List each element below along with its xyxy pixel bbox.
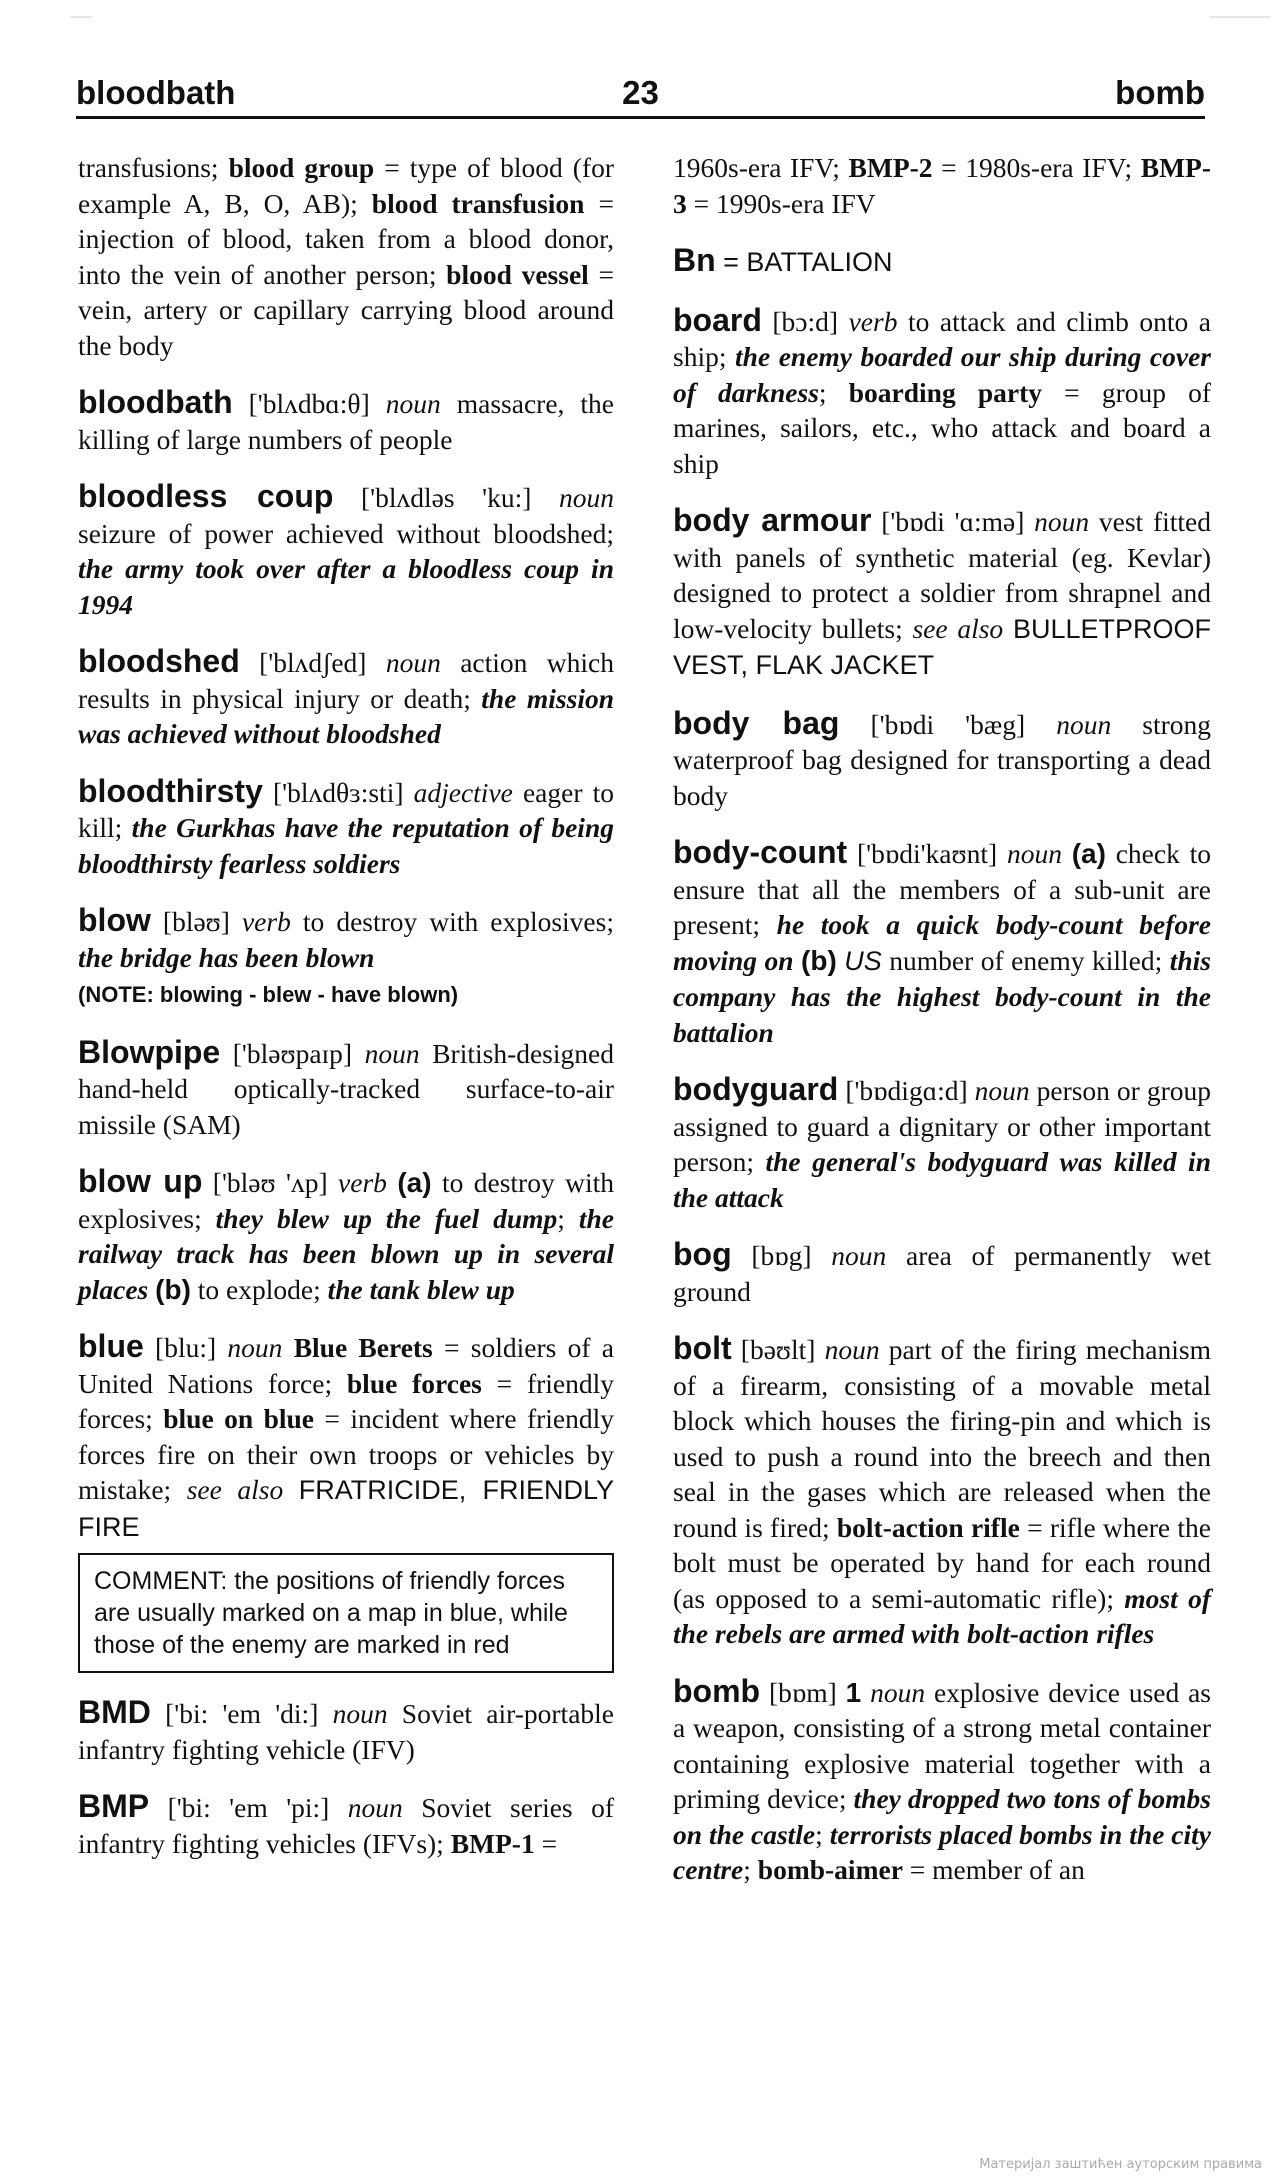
left-column xyxy=(78,150,614,1883)
comment-box: COMMENT: the positions of friendly forces are usually marked on a map in blue, while those of the enemy are marked in red xyxy=(78,1553,614,1673)
entry-body-armour: body armour ['bɒdi 'ɑ:mə] noun vest fitted with panels of synthetic material (eg. Kevlar) designed to protect a soldier from shrapnel and low-velocity bullets; see also BULLETPROOF VEST, FLAK JACKET xyxy=(673,502,1211,680)
entry-bmp: BMP ['bi: 'em 'pi:] noun Soviet series of infantry fighting vehicles (IFVs); BMP-1 = xyxy=(78,1788,614,1859)
entry-bloodshed: bloodshed ['blʌdʃed] noun action which results in physical injury or death; the mission was achieved without bloodshed xyxy=(78,643,615,749)
headword: BMP xyxy=(78,1788,150,1824)
entry-bomb: bomb [bɒm] 1 noun explosive device used as a weapon, consisting of a strong metal container containing explosive material together with a priming device; they dropped two tons of bombs on the castle; terrorists placed bombs in the city centre; bomb-aimer = member of an xyxy=(673,1672,1212,1885)
guide-word-left: bloodbath xyxy=(76,74,236,111)
headword: blue xyxy=(78,1328,144,1364)
right-column xyxy=(673,150,1211,1910)
entry-blowpipe: Blowpipe ['bləʊpaɪp] noun British-designed hand-held optically-tracked surface-to-air missile (SAM) xyxy=(78,1033,614,1140)
entry-bloodthirsty: bloodthirsty ['blʌdθɜ:sti] adjective eager to kill; the Gurkhas have the reputation of being bloodthirsty fearless soldiers xyxy=(78,772,614,879)
headword: body bag xyxy=(673,704,840,741)
entry-bolt: bolt [bəʊlt] noun part of the firing mechanism of a firearm, consisting of a movable metal block which houses the firing-pin and which is used to push a round into the breech and then seal in the gases which are released when the round is fired; bolt-action rifle = rifle where the bolt must be operated by hand for each round (as opposed to a semi-automatic rifle); most of the rebels are armed with bolt-action rifles xyxy=(673,1330,1211,1649)
headword: bomb xyxy=(673,1672,761,1709)
headword: bloodthirsty xyxy=(78,772,263,809)
entry-bloodless-coup: bloodless coup ['blʌdləs 'ku:] noun seizure of power achieved without bloodshed; the army took over after a bloodless coup in 1994 xyxy=(78,478,614,620)
entry-body-bag: body bag ['bɒdi 'bæg] noun strong waterproof bag designed for transporting a dead body xyxy=(673,704,1211,811)
entry-bn: Bn = BATTALION xyxy=(673,242,893,278)
headword: bloodshed xyxy=(78,643,240,679)
headword: Bn xyxy=(673,242,716,278)
headword: body armour xyxy=(673,502,872,538)
page-header xyxy=(76,66,1205,119)
page-number: 23 xyxy=(622,74,659,111)
headword: bolt xyxy=(673,1330,732,1366)
headword: BMD xyxy=(78,1694,151,1730)
entry-blow: blow [bləʊ] verb to destroy with explosives; the bridge has been blown (NOTE: blowing - blew - have blown) xyxy=(78,902,614,1007)
headword: bloodbath xyxy=(78,384,233,420)
entry-continuation: 1960s-era IFV; BMP-2 = 1980s-era IFV; BMP-3 = 1990s-era IFV xyxy=(673,152,1211,219)
copyright-watermark: Материјал заштићен ауторским правима xyxy=(979,2157,1262,2172)
entry-bog: bog [bɒg] noun area of permanently wet ground xyxy=(673,1236,1211,1307)
usage-note: (NOTE: blowing - blew - have blown) xyxy=(78,982,459,1007)
entry-bodyguard: bodyguard ['bɒdigɑ:d] noun person or group assigned to guard a dignitary or other important person; the general's bodyguard was killed in the attack xyxy=(673,1071,1211,1213)
headword: bloodless coup xyxy=(78,478,334,514)
entry-board: board [bɔ:d] verb to attack and climb onto a ship; the enemy boarded our ship during cover of darkness; boarding party = group of marines, sailors, etc., who attack and board a ship xyxy=(673,301,1212,479)
headword: blow xyxy=(78,902,151,938)
entry-blow-up: blow up ['bləʊ 'ʌp] verb (a) to destroy with explosives; they blew up the fuel dump; the railway track has been blown up in several places (b) to explode; the tank blew up xyxy=(78,1163,614,1305)
entry-continuation: transfusions; blood group = type of blood (for example A, B, O, AB); blood transfusion = injection of blood, taken from a blood donor, into the vein of another person; blood vessel = vein, artery or capillary carrying blood around the body xyxy=(78,152,614,361)
headword: blow up xyxy=(78,1163,203,1199)
entry-blue: blue [blu:] noun Blue Berets = soldiers of a United Nations force; blue forces = friendly forces; blue on blue = incident where friendly forces fire on their own troops or vehicles by mistake; see also FRATRICIDE, FRIENDLY FIRE xyxy=(78,1328,615,1542)
guide-word-right: bomb xyxy=(1115,74,1205,111)
entry-body-count: body-count ['bɒdi'kaʊnt] noun (a) check to ensure that all the members of a sub-unit are present; he took a quick body-count before moving on (b) US number of enemy killed; this company has the highest body-count in the battalion xyxy=(673,834,1212,1048)
headword: bog xyxy=(673,1236,732,1272)
headword: Blowpipe xyxy=(78,1033,221,1070)
headword: body-count xyxy=(673,834,848,870)
headword: board xyxy=(673,301,762,338)
entry-bloodbath: bloodbath ['blʌdbɑ:θ] noun massacre, the killing of large numbers of people xyxy=(78,384,615,455)
entry-bmd: BMD ['bi: 'em 'di:] noun Soviet air-portable infantry fighting vehicle (IFV) xyxy=(78,1694,614,1765)
headword: bodyguard xyxy=(673,1071,839,1107)
